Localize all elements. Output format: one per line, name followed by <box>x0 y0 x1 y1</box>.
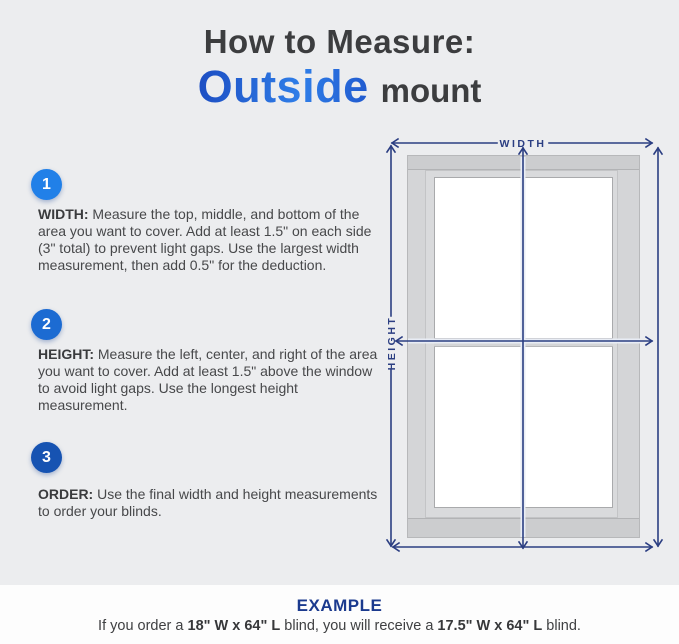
height-label: HEIGHT <box>386 315 398 371</box>
bottom-width-arrow <box>393 543 652 551</box>
height-arrow <box>387 146 395 546</box>
step-2-number: 2 <box>42 315 51 333</box>
right-height-arrow <box>654 148 662 546</box>
step-2-badge <box>31 309 62 340</box>
step-3-number: 3 <box>42 448 51 466</box>
step-2-label: HEIGHT: <box>38 346 94 362</box>
example-middle: blind, you will receive a <box>280 618 438 634</box>
step-1-label: WIDTH: <box>38 206 89 222</box>
example-prefix: If you order a <box>98 618 188 634</box>
step-3-text <box>38 486 382 520</box>
example-order-size: 18" W x 64" L <box>187 618 281 634</box>
step-2-text <box>38 346 382 414</box>
page-title <box>0 24 679 113</box>
example-sentence <box>98 617 581 635</box>
window-head-casing <box>408 156 639 170</box>
step-3-label: ORDER: <box>38 486 94 502</box>
title-line1: How to Measure: <box>203 23 476 60</box>
step-1-badge <box>31 169 62 200</box>
example-suffix: blind. <box>542 618 581 634</box>
step-1-body: Measure the top, middle, and bottom of the area you want to cover. Add at least 1.5" on each side (3" total) to prevent light gaps. Use the largest width measurement, then add 0.5" for the deduction. <box>38 206 372 273</box>
title-line2 <box>0 61 679 113</box>
step-2-body: Measure the left, center, and right of the area you want to cover. Add at least 1.5" above the window to avoid light gaps. Use the longest height measurement. <box>38 346 378 413</box>
example-heading: EXAMPLE <box>296 596 383 615</box>
width-label: WIDTH <box>499 138 547 150</box>
window-middle-rail <box>434 338 613 347</box>
step-1-number: 1 <box>42 175 51 193</box>
window-sill <box>408 518 639 537</box>
title-accent-outside: Outside <box>197 61 369 112</box>
example-section <box>0 585 679 644</box>
step-3-badge <box>31 442 62 473</box>
step-1-text <box>38 206 382 274</box>
title-suffix-mount: mount <box>380 72 482 109</box>
step-3-body: Use the final width and height measurements to order your blinds. <box>38 486 378 519</box>
width-arrow <box>392 139 652 147</box>
example-receive-size: 17.5" W x 64" L <box>437 618 543 634</box>
